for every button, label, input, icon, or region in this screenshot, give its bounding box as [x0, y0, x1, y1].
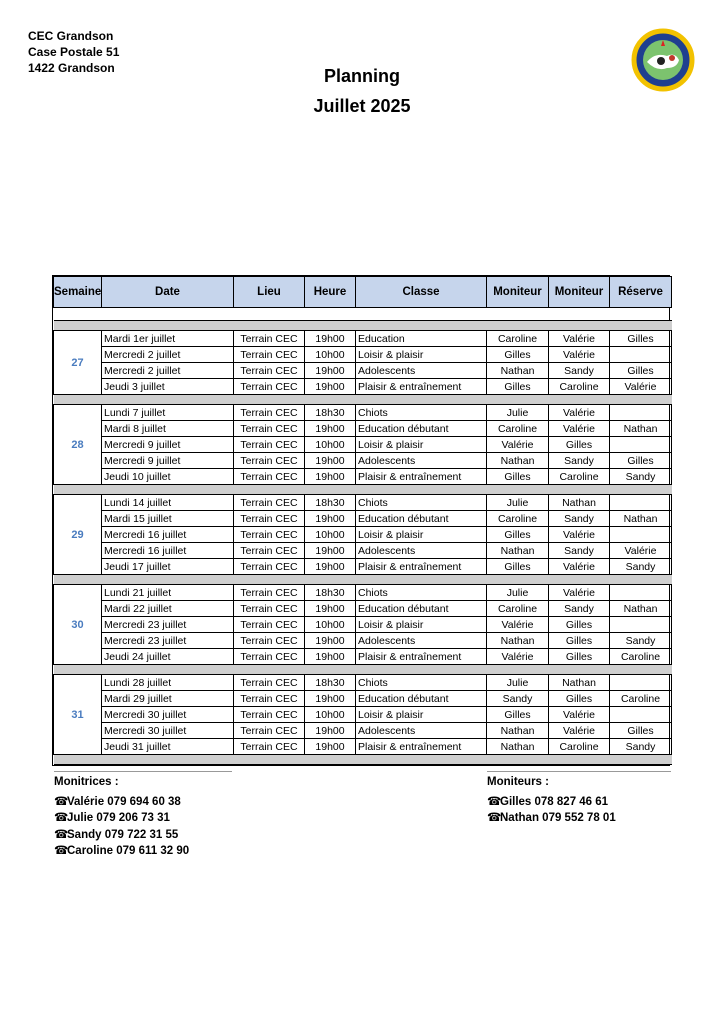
date-cell: Mercredi 2 juillet — [102, 347, 234, 363]
date-cell: Mardi 15 juillet — [102, 511, 234, 527]
moniteur-cell: Valérie — [549, 559, 610, 575]
moniteur-cell: Nathan — [487, 633, 549, 649]
heure-cell: 10h00 — [305, 617, 356, 633]
monitrices-contacts — [54, 771, 232, 860]
date-cell: Jeudi 10 juillet — [102, 469, 234, 485]
lieu-cell: Terrain CEC — [234, 453, 305, 469]
table-row — [54, 633, 672, 649]
moniteur-cell: Sandy — [549, 453, 610, 469]
moniteur-cell: Valérie — [487, 617, 549, 633]
table-row — [54, 379, 672, 395]
table-row — [54, 453, 672, 469]
lieu-cell: Terrain CEC — [234, 691, 305, 707]
page-subtitle: Juillet 2025 — [313, 96, 411, 116]
separator-cell — [54, 485, 672, 495]
moniteur-cell: Caroline — [487, 331, 549, 347]
heure-cell: 18h30 — [305, 585, 356, 601]
table-row — [54, 347, 672, 363]
table-row — [54, 495, 672, 511]
blank-row — [54, 308, 672, 321]
classe-cell: Chiots — [356, 675, 487, 691]
moniteur-cell: Nathan — [487, 723, 549, 739]
classe-cell: Education débutant — [356, 691, 487, 707]
heure-cell: 19h00 — [305, 543, 356, 559]
separator-cell — [54, 755, 672, 765]
table-row — [54, 601, 672, 617]
col-header-moniteur-2: Moniteur — [549, 277, 610, 308]
lieu-cell: Terrain CEC — [234, 469, 305, 485]
date-cell: Lundi 7 juillet — [102, 405, 234, 421]
moniteur-cell: Sandy — [487, 691, 549, 707]
lieu-cell: Terrain CEC — [234, 543, 305, 559]
heure-cell: 19h00 — [305, 723, 356, 739]
reserve-cell: Gilles — [610, 723, 672, 739]
reserve-cell: Nathan — [610, 421, 672, 437]
classe-cell: Plaisir & entraînement — [356, 469, 487, 485]
separator-cell — [54, 665, 672, 675]
contact-text: Gilles 078 827 46 61 — [500, 795, 609, 808]
classe-cell: Loisir & plaisir — [356, 617, 487, 633]
lieu-cell: Terrain CEC — [234, 617, 305, 633]
moniteur-cell: Gilles — [487, 379, 549, 395]
telephone-icon: ☎ — [54, 795, 69, 808]
telephone-icon: ☎ — [487, 795, 502, 808]
heure-cell: 19h00 — [305, 421, 356, 437]
heure-cell: 19h00 — [305, 559, 356, 575]
heure-cell: 19h00 — [305, 331, 356, 347]
address-line: Case Postale 51 — [28, 45, 120, 59]
week-number: 27 — [54, 331, 102, 395]
moniteur-cell: Julie — [487, 405, 549, 421]
date-cell: Jeudi 3 juillet — [102, 379, 234, 395]
contact-text: Caroline 079 611 32 90 — [67, 845, 190, 857]
week-number: 30 — [54, 585, 102, 665]
heure-cell: 19h00 — [305, 363, 356, 379]
moniteur-cell: Nathan — [487, 739, 549, 755]
reserve-cell: Gilles — [610, 363, 672, 379]
heure-cell: 19h00 — [305, 739, 356, 755]
table-row — [54, 739, 672, 755]
moniteur-cell: Gilles — [549, 617, 610, 633]
reserve-cell — [610, 585, 672, 601]
week-separator — [54, 395, 672, 405]
heure-cell: 18h30 — [305, 675, 356, 691]
classe-cell: Plaisir & entraînement — [356, 649, 487, 665]
table-row — [54, 617, 672, 633]
moniteur-cell: Gilles — [549, 633, 610, 649]
week-number: 31 — [54, 675, 102, 755]
moniteur-cell: Valérie — [549, 527, 610, 543]
moniteur-cell: Valérie — [487, 649, 549, 665]
moniteur-cell: Caroline — [487, 421, 549, 437]
contact-line — [487, 794, 671, 811]
heure-cell: 19h00 — [305, 379, 356, 395]
moniteur-cell: Caroline — [549, 469, 610, 485]
lieu-cell: Terrain CEC — [234, 511, 305, 527]
reserve-cell — [610, 405, 672, 421]
moniteur-cell: Julie — [487, 675, 549, 691]
reserve-cell: Valérie — [610, 543, 672, 559]
lieu-cell: Terrain CEC — [234, 495, 305, 511]
date-cell: Mercredi 16 juillet — [102, 527, 234, 543]
separator-cell — [54, 321, 672, 331]
table-header-row — [54, 277, 672, 308]
col-header-semaine: Semaine — [54, 277, 102, 308]
heure-cell: 19h00 — [305, 469, 356, 485]
date-cell: Jeudi 17 juillet — [102, 559, 234, 575]
separator-cell — [54, 575, 672, 585]
moniteur-cell: Nathan — [549, 675, 610, 691]
heure-cell: 19h00 — [305, 511, 356, 527]
reserve-cell — [610, 707, 672, 723]
date-cell: Lundi 28 juillet — [102, 675, 234, 691]
classe-cell: Loisir & plaisir — [356, 527, 487, 543]
lieu-cell: Terrain CEC — [234, 723, 305, 739]
contact-text: Nathan 079 552 78 01 — [500, 812, 616, 824]
moniteur-cell: Nathan — [549, 495, 610, 511]
heure-cell: 19h00 — [305, 691, 356, 707]
classe-cell: Loisir & plaisir — [356, 707, 487, 723]
moniteur-cell: Sandy — [549, 543, 610, 559]
moniteur-cell: Caroline — [487, 601, 549, 617]
moniteur-cell: Gilles — [487, 469, 549, 485]
moniteur-cell: Julie — [487, 495, 549, 511]
moniteurs-label: Moniteurs : — [487, 771, 671, 791]
date-cell: Mercredi 16 juillet — [102, 543, 234, 559]
col-header-heure: Heure — [305, 277, 356, 308]
telephone-icon: ☎ — [54, 828, 69, 841]
table-row — [54, 421, 672, 437]
table-row — [54, 675, 672, 691]
classe-cell: Adolescents — [356, 633, 487, 649]
contact-text: Sandy 079 722 31 55 — [67, 828, 179, 841]
monitrices-label: Monitrices : — [54, 771, 232, 791]
classe-cell: Education débutant — [356, 511, 487, 527]
planning-table — [52, 275, 670, 766]
heure-cell: 18h30 — [305, 405, 356, 421]
table-row — [54, 649, 672, 665]
lieu-cell: Terrain CEC — [234, 421, 305, 437]
col-header-moniteur-1: Moniteur — [487, 277, 549, 308]
moniteur-cell: Valérie — [549, 585, 610, 601]
lieu-cell: Terrain CEC — [234, 649, 305, 665]
contact-line — [487, 810, 671, 827]
reserve-cell: Valérie — [610, 379, 672, 395]
moniteur-cell: Valérie — [549, 723, 610, 739]
reserve-cell: Caroline — [610, 649, 672, 665]
lieu-cell: Terrain CEC — [234, 675, 305, 691]
reserve-cell — [610, 495, 672, 511]
week-number: 28 — [54, 405, 102, 485]
moniteur-cell: Nathan — [487, 453, 549, 469]
date-cell: Lundi 21 juillet — [102, 585, 234, 601]
date-cell: Mercredi 30 juillet — [102, 707, 234, 723]
date-cell: Mardi 1er juillet — [102, 331, 234, 347]
date-cell: Mercredi 2 juillet — [102, 363, 234, 379]
moniteur-cell: Valérie — [487, 437, 549, 453]
contact-line — [54, 810, 232, 827]
reserve-cell: Sandy — [610, 633, 672, 649]
lieu-cell: Terrain CEC — [234, 405, 305, 421]
moniteur-cell: Valérie — [549, 331, 610, 347]
lieu-cell: Terrain CEC — [234, 585, 305, 601]
week-separator — [54, 321, 672, 331]
week-number: 29 — [54, 495, 102, 575]
moniteurs-contacts — [487, 771, 671, 827]
heure-cell: 19h00 — [305, 649, 356, 665]
moniteur-cell: Valérie — [549, 421, 610, 437]
heure-cell: 10h00 — [305, 707, 356, 723]
moniteur-cell: Sandy — [549, 511, 610, 527]
moniteur-cell: Sandy — [549, 363, 610, 379]
lieu-cell: Terrain CEC — [234, 601, 305, 617]
reserve-cell: Nathan — [610, 601, 672, 617]
date-cell: Mardi 8 juillet — [102, 421, 234, 437]
lieu-cell: Terrain CEC — [234, 331, 305, 347]
lieu-cell: Terrain CEC — [234, 633, 305, 649]
contact-text: Julie 079 206 73 31 — [67, 812, 170, 824]
reserve-cell — [610, 437, 672, 453]
reserve-cell: Sandy — [610, 469, 672, 485]
date-cell: Mardi 29 juillet — [102, 691, 234, 707]
week-separator — [54, 485, 672, 495]
col-header-classe: Classe — [356, 277, 487, 308]
classe-cell: Adolescents — [356, 453, 487, 469]
page-title: Planning — [324, 66, 400, 86]
table-row — [54, 363, 672, 379]
lieu-cell: Terrain CEC — [234, 347, 305, 363]
date-cell: Jeudi 31 juillet — [102, 739, 234, 755]
classe-cell: Loisir & plaisir — [356, 347, 487, 363]
contact-line — [54, 827, 232, 844]
classe-cell: Plaisir & entraînement — [356, 379, 487, 395]
lieu-cell: Terrain CEC — [234, 559, 305, 575]
date-cell: Mercredi 9 juillet — [102, 453, 234, 469]
moniteur-cell: Valérie — [549, 405, 610, 421]
moniteur-cell: Nathan — [487, 363, 549, 379]
club-logo — [631, 28, 695, 92]
date-cell: Mardi 22 juillet — [102, 601, 234, 617]
telephone-icon: ☎ — [487, 812, 502, 824]
separator-cell — [54, 395, 672, 405]
heure-cell: 19h00 — [305, 601, 356, 617]
reserve-cell — [610, 347, 672, 363]
classe-cell: Adolescents — [356, 723, 487, 739]
lieu-cell: Terrain CEC — [234, 707, 305, 723]
classe-cell: Education débutant — [356, 601, 487, 617]
classe-cell: Chiots — [356, 585, 487, 601]
heure-cell: 19h00 — [305, 633, 356, 649]
table-row — [54, 469, 672, 485]
table-row — [54, 585, 672, 601]
address-line: CEC Grandson — [28, 29, 114, 43]
table-row — [54, 691, 672, 707]
date-cell: Mercredi 23 juillet — [102, 633, 234, 649]
page-title-block — [0, 61, 724, 121]
date-cell: Mercredi 9 juillet — [102, 437, 234, 453]
lieu-cell: Terrain CEC — [234, 437, 305, 453]
date-cell: Jeudi 24 juillet — [102, 649, 234, 665]
heure-cell: 10h00 — [305, 527, 356, 543]
moniteur-cell: Caroline — [549, 379, 610, 395]
moniteur-cell: Gilles — [549, 437, 610, 453]
moniteur-cell: Valérie — [549, 707, 610, 723]
reserve-cell: Nathan — [610, 511, 672, 527]
lieu-cell: Terrain CEC — [234, 363, 305, 379]
lieu-cell: Terrain CEC — [234, 379, 305, 395]
week-separator — [54, 755, 672, 765]
heure-cell: 19h00 — [305, 453, 356, 469]
reserve-cell — [610, 675, 672, 691]
table-row — [54, 559, 672, 575]
heure-cell: 10h00 — [305, 437, 356, 453]
moniteur-cell: Caroline — [487, 511, 549, 527]
date-cell: Mercredi 30 juillet — [102, 723, 234, 739]
moniteur-cell: Gilles — [487, 707, 549, 723]
col-header-lieu: Lieu — [234, 277, 305, 308]
classe-cell: Education débutant — [356, 421, 487, 437]
moniteur-cell: Caroline — [549, 739, 610, 755]
table-row — [54, 723, 672, 739]
reserve-cell: Caroline — [610, 691, 672, 707]
table-row — [54, 543, 672, 559]
classe-cell: Adolescents — [356, 543, 487, 559]
classe-cell: Plaisir & entraînement — [356, 559, 487, 575]
telephone-icon: ☎ — [54, 812, 69, 824]
classe-cell: Adolescents — [356, 363, 487, 379]
reserve-cell: Gilles — [610, 331, 672, 347]
contact-line — [54, 794, 232, 811]
reserve-cell — [610, 527, 672, 543]
moniteur-cell: Gilles — [549, 691, 610, 707]
col-header-reserve: Réserve — [610, 277, 672, 308]
moniteur-cell: Valérie — [549, 347, 610, 363]
address-line: 1422 Grandson — [28, 61, 115, 75]
moniteur-cell: Julie — [487, 585, 549, 601]
heure-cell: 18h30 — [305, 495, 356, 511]
reserve-cell: Sandy — [610, 559, 672, 575]
separator-cell — [54, 308, 672, 321]
lieu-cell: Terrain CEC — [234, 739, 305, 755]
moniteur-cell: Sandy — [549, 601, 610, 617]
week-separator — [54, 575, 672, 585]
lieu-cell: Terrain CEC — [234, 527, 305, 543]
classe-cell: Education — [356, 331, 487, 347]
contact-text: Valérie 079 694 60 38 — [67, 795, 181, 808]
moniteur-cell: Gilles — [487, 347, 549, 363]
reserve-cell — [610, 617, 672, 633]
moniteur-cell: Nathan — [487, 543, 549, 559]
classe-cell: Chiots — [356, 405, 487, 421]
moniteur-cell: Gilles — [549, 649, 610, 665]
contact-line — [54, 843, 232, 860]
telephone-icon: ☎ — [54, 845, 69, 857]
table-row — [54, 331, 672, 347]
table-row — [54, 707, 672, 723]
table-row — [54, 527, 672, 543]
classe-cell: Plaisir & entraînement — [356, 739, 487, 755]
table-row — [54, 511, 672, 527]
reserve-cell: Gilles — [610, 453, 672, 469]
classe-cell: Chiots — [356, 495, 487, 511]
heure-cell: 10h00 — [305, 347, 356, 363]
table-row — [54, 437, 672, 453]
classe-cell: Loisir & plaisir — [356, 437, 487, 453]
week-separator — [54, 665, 672, 675]
date-cell: Mercredi 23 juillet — [102, 617, 234, 633]
reserve-cell: Sandy — [610, 739, 672, 755]
col-header-date: Date — [102, 277, 234, 308]
table-row — [54, 405, 672, 421]
date-cell: Lundi 14 juillet — [102, 495, 234, 511]
moniteur-cell: Gilles — [487, 527, 549, 543]
moniteur-cell: Gilles — [487, 559, 549, 575]
